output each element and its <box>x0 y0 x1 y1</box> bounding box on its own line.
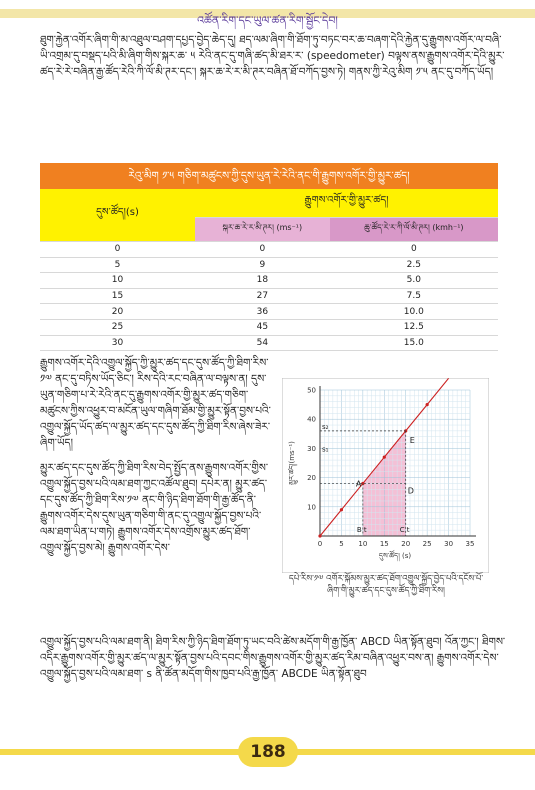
table-row <box>40 335 498 351</box>
y-tick-label: 30 <box>307 444 316 453</box>
header-title: འཚོན་རིག་དང་ཡུལ་ཚན་རིག་སྦྱོང་དེབ། <box>197 14 338 27</box>
cell-ms: 36 <box>195 304 330 320</box>
data-point <box>318 534 321 537</box>
col-header-speed: རྒྱུགས་འགོར་གྱི་མྱུར་ཚད། <box>195 189 498 218</box>
x-tick-label: 15 <box>379 540 389 548</box>
col-header-ms: སྐར་ཆ་རེ་ར་མི་ཊར། (ms⁻¹) <box>195 218 330 242</box>
cell-kmh: 5.0 <box>330 273 498 289</box>
paragraph-area: འགྱུལ་སྐྱོད་བྱས་པའི་ལམ་ཐག་ནི། ཐིག་རིས་ཀྱི་ཉིད་ཐིག་ཐོག་ཏུ་ཡང་བའི་ཚེས་མདོག་གི་རྒྱ་ཁྱོན་ ABCD ཡིན་སྟོན་ཐུབ། འོན་ཀྱང་། ཐིགས་འདིར་རྒྱུགས་འགོར་གྱི་མྱུར་ཚད་ལ་མྱུར་སྟོན་བྱས་པའི་དབང་གིས་རྒྱུགས་འགོར་གྱི་མྱུར་ཚད་རིམ་བཞིན་འཕྱུར་བས་ན། རྒྱུགས་འགོར་དེས་འགྱུལ་སྐྱོད་བྱས་པའི་ལམ་ཐག་ s ནི་ཚོན་མདོག་གིས་ཁྱབ་པའི་རྒྱ་ཁྱོན་ ABCDE ཡིན་སྟོན་ཐུབ <box>40 636 506 680</box>
cell-kmh: 15.0 <box>330 335 498 351</box>
point-label-e: E <box>409 435 415 445</box>
axis-mark-s2: s₂ <box>322 422 329 431</box>
cell-kmh: 10.0 <box>330 304 498 320</box>
cell-time: 15 <box>40 288 195 304</box>
x-axis-label: དུས་ཚོད། (s) <box>378 552 412 560</box>
page-number: 188 <box>238 737 298 767</box>
tick-label-t1: t <box>363 526 367 534</box>
x-tick-label: 35 <box>465 540 475 548</box>
cell-ms: 0 <box>195 242 330 258</box>
cell-kmh: 2.5 <box>330 257 498 273</box>
point-label-a: A <box>355 479 362 489</box>
speed-table <box>40 189 498 351</box>
x-tick-label: 10 <box>358 540 368 548</box>
table-title: རེའུ་མིག ༡་༥ གཅིག་མཚུངས་ཀྱི་དུས་ཡུན་རེ་རེའི་ནང་གི་རྒྱུགས་འགོར་གྱི་མྱུར་ཚད། <box>40 163 498 189</box>
cell-ms: 18 <box>195 273 330 289</box>
cell-kmh: 7.5 <box>330 288 498 304</box>
x-tick-label: 30 <box>444 540 454 548</box>
y-tick-label: 40 <box>307 415 316 424</box>
cell-time: 20 <box>40 304 195 320</box>
y-tick-label: 50 <box>307 386 316 395</box>
cell-ms: 27 <box>195 288 330 304</box>
chart-svg <box>282 378 489 573</box>
cell-ms: 54 <box>195 335 330 351</box>
table-row <box>40 242 498 258</box>
y-tick-label: 10 <box>307 503 316 512</box>
page-header <box>0 0 535 28</box>
point-label-b: B <box>356 526 362 534</box>
cell-time: 10 <box>40 273 195 289</box>
x-tick-label: 5 <box>339 540 344 548</box>
x-tick-label: 0 <box>317 540 323 548</box>
table-row <box>40 319 498 335</box>
data-point <box>340 508 343 511</box>
point-label-d: D <box>407 486 414 496</box>
point-label-c: C <box>399 526 405 534</box>
data-point <box>383 456 386 459</box>
cell-kmh: 0 <box>330 242 498 258</box>
cell-ms: 9 <box>195 257 330 273</box>
paragraph-graph-explain: རྒྱུགས་འགོར་དེའི་འགྱུལ་སྐྱོད་ཀྱི་མྱུར་ཚད་དང་དུས་ཚོད་ཀྱི་ཐིག་རིས་༡༧ ནང་དུ་བཏིས་ཡོད་ཅིང་། རིས་དེའི་རང་བཞིན་ལ་བལྟས་ན། དུས་ཡུན་གཅིག་པ་རེ་རེའི་ནང་དུ་རྒྱུགས་འགོར་གྱི་མྱུར་ཚད་གཅིག་མཚུངས་ཀྱིས་འཕྱུར་བ་མངོན་ཡུལ་གཞིག་ཐོམ་གྱི་མྱུར་སྟོན་བྱས་པའི་འགྱུལ་སྐྱོད་ཡོད་ཚད་ལ་མྱུར་ཚད་དང་དུས་ཚོད་ཀྱི་ཐིག་རིས་ཞེས་ཟེར་ཞིག་ཡོད། <box>40 357 271 449</box>
data-point <box>426 403 429 406</box>
speed-time-chart <box>282 378 489 600</box>
table-row <box>40 273 498 289</box>
cell-ms: 45 <box>195 319 330 335</box>
paragraph-distance: མྱུར་ཚད་དང་དུས་ཚོད་ཀྱི་ཐིག་རིས་བེད་སྤྱོད་ནས་རྒྱུགས་འགོར་གྱིས་འགྱུལ་སྐྱོད་བྱས་པའི་ལམ་ཐག་ཀྱང་འཚོལ་ཐུབ། དཔེར་ན། མྱུར་ཚད་དང་དུས་ཚོད་ཀྱི་ཐིག་རིས་༡༧ ནང་གི་ཉིད་ཐིག་ཐོག་གི་རྒྱ་ཚོད་ནི་རྒྱུགས་འགོར་དེས་དུས་ཡུན་གཅིག་གི་ནང་དུ་འགྱུལ་སྐྱོད་བྱས་པའི་ལམ་ཐག་ཡིན་པ་གཏེ། རྒྱུགས་འགོར་དེས་འགྲོས་མྱུར་ཚད་ཐོག་འགྱུལ་སྐྱོད་བྱས་མེ། རྒྱུགས་འགོར་དེས་ <box>40 462 269 554</box>
cell-time: 5 <box>40 257 195 273</box>
table-row <box>40 304 498 320</box>
table-row <box>40 288 498 304</box>
tick-label-t2: t <box>406 526 410 534</box>
y-tick-label: 20 <box>307 474 316 483</box>
cell-kmh: 12.5 <box>330 319 498 335</box>
cell-time: 0 <box>40 242 195 258</box>
y-axis-label: མྱུར་ཚད།(ms⁻¹) <box>288 441 296 485</box>
paragraph-intro: ཐུག་རྐྱེན་འགོར་ཞིག་གི་མ་འཐུལ་བཤག་དཔྱད་བྱེད་ཆེད་དུ། ཐད་ལམ་ཞིག་གི་ཐོག་ཏུ་བཏང་བར་ཆ་བཞག་དེའི་རྐྱེན་དུ་རྒྱུགས་འགོར་ལ་བཞི་ཡི་འགྲམ་དུ་བསྡད་པའི་མི་ཞིག་གིས་སྐར་ཆ་ ༥ རེའི་ནང་དུ་གཞི་ཚད་མི་ཐར་ར་ (speedometer) བལྟས་ནས་རྒྱུགས་འགོར་དེའི་མྱུར་ཚད་རེ་རེ་བཞིན་རྒྱ་ཚོད་རེའི་ཀི་ལོ་མི་ཊར་དང་། སྐར་ཆ་རེ་ར་མི་ཊར་བཞིན་ཐོ་བཀོད་བྱས་ཏེ། གནས་ཀྱི་རེའུ་མིག ༡་༥ ནང་དུ་བཀོད་ཡོད། <box>40 34 505 78</box>
figure-caption: དཔེ་རིས་༡༧ འགོར་སྐོམས་མྱུར་ཚད་ཐོག་འགྱུལ་སྐྱོད་བྱེད་པའི་དངོས་པོ་ཞིག་གི་མྱུར་ཚད་དང་དུས་ཚོད་ཀྱི་ཐིག་རིས། <box>288 574 484 596</box>
col-header-time: དུས་ཚོད།(s) <box>40 189 195 242</box>
cell-time: 25 <box>40 319 195 335</box>
x-tick-label: 20 <box>401 540 411 548</box>
col-header-kmh: ཆུ་ཚོད་རེ་ར་ཀི་ལོ་མི་ཊར། (kmh⁻¹) <box>330 218 498 242</box>
x-tick-label: 25 <box>422 540 432 548</box>
table-row <box>40 257 498 273</box>
axis-mark-s1: s₁ <box>322 445 329 454</box>
cell-time: 30 <box>40 335 195 351</box>
